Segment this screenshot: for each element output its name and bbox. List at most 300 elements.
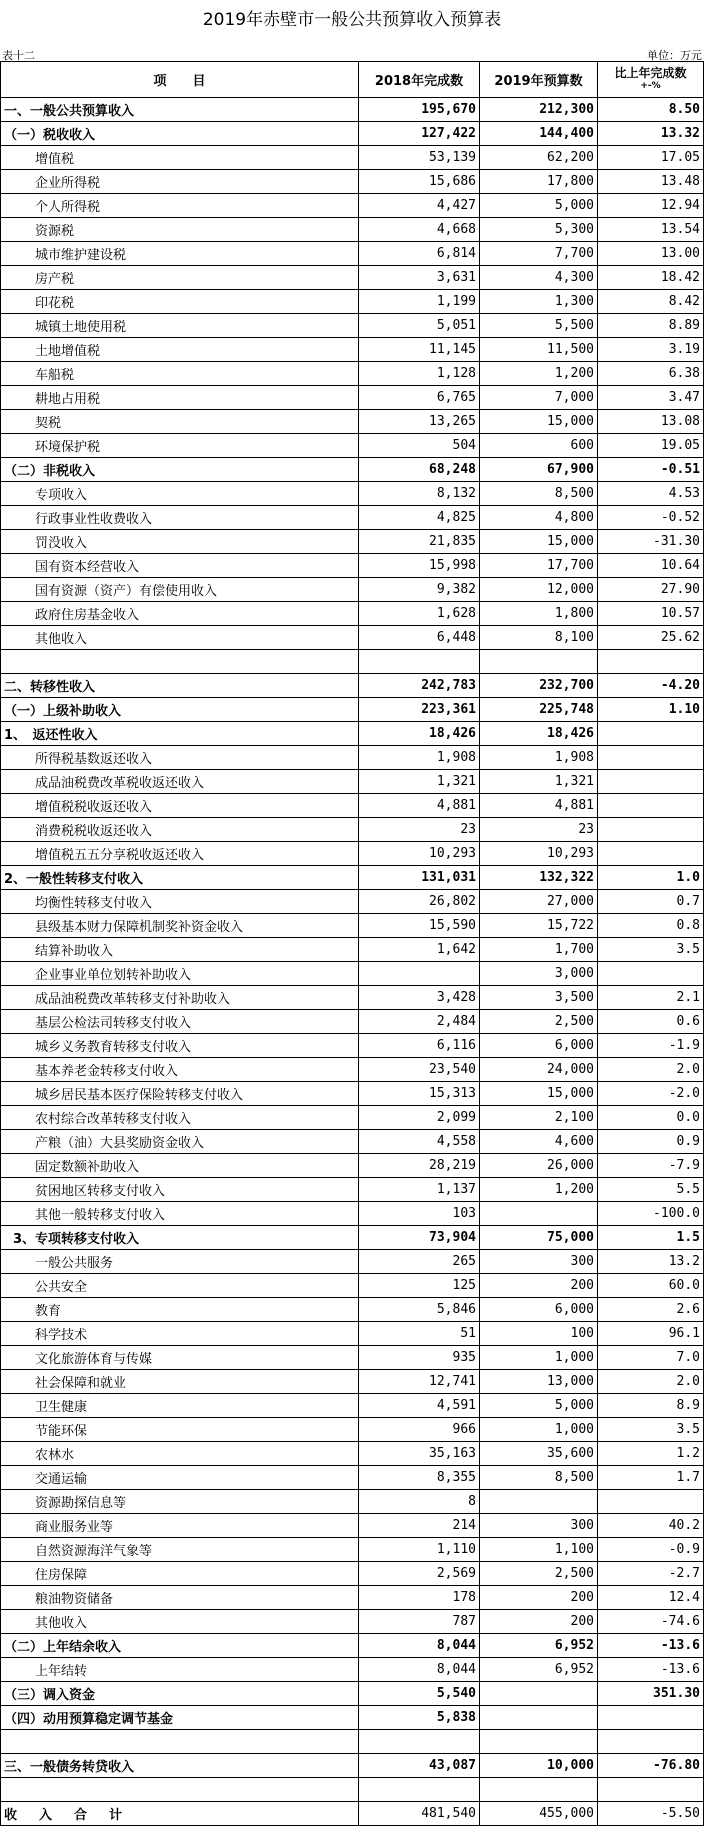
table-row xyxy=(1,506,704,530)
change-pct-cell: 2.0 xyxy=(598,1370,704,1394)
change-pct-cell: -13.6 xyxy=(598,1634,704,1658)
budget-2019-cell: 23 xyxy=(480,818,598,842)
change-pct-cell: 27.90 xyxy=(598,578,704,602)
table-row xyxy=(1,626,704,650)
budget-2019-cell: 3,000 xyxy=(480,962,598,986)
item-cell: 农村综合改革转移支付收入 xyxy=(1,1106,359,1130)
item-cell: 产粮（油）大县奖励资金收入 xyxy=(1,1130,359,1154)
actual-2018-cell: 13,265 xyxy=(359,410,480,434)
table-row xyxy=(1,1154,704,1178)
actual-2018-cell: 10,293 xyxy=(359,842,480,866)
budget-2019-cell: 4,800 xyxy=(480,506,598,530)
item-cell: 科学技术 xyxy=(1,1322,359,1346)
actual-2018-cell: 127,422 xyxy=(359,122,480,146)
budget-2019-cell: 6,952 xyxy=(480,1658,598,1682)
change-pct-cell: 7.0 xyxy=(598,1346,704,1370)
table-row xyxy=(1,986,704,1010)
budget-2019-cell: 1,800 xyxy=(480,602,598,626)
change-pct-cell: -2.0 xyxy=(598,1082,704,1106)
table-row xyxy=(1,1634,704,1658)
item-cell: 自然资源海洋气象等 xyxy=(1,1538,359,1562)
table-row xyxy=(1,674,704,698)
budget-2019-cell: 132,322 xyxy=(480,866,598,890)
item-cell: 三、一般债务转贷收入 xyxy=(1,1754,359,1778)
table-row xyxy=(1,1802,704,1826)
change-pct-cell: 40.2 xyxy=(598,1514,704,1538)
item-cell: （一）上级补助收入 xyxy=(1,698,359,722)
budget-2019-cell: 67,900 xyxy=(480,458,598,482)
item-cell: 公共安全 xyxy=(1,1274,359,1298)
change-pct-cell: -2.7 xyxy=(598,1562,704,1586)
change-pct-cell: -13.6 xyxy=(598,1658,704,1682)
change-pct-cell xyxy=(598,722,704,746)
table-row xyxy=(1,650,704,674)
actual-2018-cell: 2,484 xyxy=(359,1010,480,1034)
budget-2019-cell: 5,000 xyxy=(480,1394,598,1418)
change-pct-cell: -1.9 xyxy=(598,1034,704,1058)
change-pct-cell: -74.6 xyxy=(598,1610,704,1634)
actual-2018-cell: 131,031 xyxy=(359,866,480,890)
table-row xyxy=(1,530,704,554)
item-cell: 增值税 xyxy=(1,146,359,170)
table-row xyxy=(1,746,704,770)
table-row xyxy=(1,1754,704,1778)
budget-2019-cell: 8,100 xyxy=(480,626,598,650)
item-cell: 企业事业单位划转补助收入 xyxy=(1,962,359,986)
budget-2019-cell xyxy=(480,1490,598,1514)
table-row xyxy=(1,386,704,410)
item-cell: （二）非税收入 xyxy=(1,458,359,482)
table-row xyxy=(1,1682,704,1706)
actual-2018-cell: 43,087 xyxy=(359,1754,480,1778)
table-row xyxy=(1,1610,704,1634)
change-pct-cell xyxy=(598,1778,704,1802)
actual-2018-cell: 5,540 xyxy=(359,1682,480,1706)
actual-2018-cell: 15,313 xyxy=(359,1082,480,1106)
item-cell xyxy=(1,650,359,674)
actual-2018-cell: 73,904 xyxy=(359,1226,480,1250)
item-cell: 政府住房基金收入 xyxy=(1,602,359,626)
actual-2018-cell: 6,116 xyxy=(359,1034,480,1058)
item-cell: 结算补助收入 xyxy=(1,938,359,962)
actual-2018-cell: 9,382 xyxy=(359,578,480,602)
change-pct-cell: 0.7 xyxy=(598,890,704,914)
change-pct-cell: 0.8 xyxy=(598,914,704,938)
actual-2018-cell: 223,361 xyxy=(359,698,480,722)
actual-2018-cell: 15,998 xyxy=(359,554,480,578)
change-pct-cell xyxy=(598,794,704,818)
item-cell: 房产税 xyxy=(1,266,359,290)
budget-2019-cell: 5,300 xyxy=(480,218,598,242)
budget-2019-cell: 24,000 xyxy=(480,1058,598,1082)
table-body xyxy=(1,98,704,1826)
table-row xyxy=(1,602,704,626)
actual-2018-cell: 15,590 xyxy=(359,914,480,938)
change-pct-cell: 0.9 xyxy=(598,1130,704,1154)
budget-2019-cell: 5,000 xyxy=(480,194,598,218)
item-cell: 环境保护税 xyxy=(1,434,359,458)
table-row xyxy=(1,1274,704,1298)
budget-2019-cell: 100 xyxy=(480,1322,598,1346)
item-cell: 基本养老金转移支付收入 xyxy=(1,1058,359,1082)
budget-2019-cell: 8,500 xyxy=(480,1466,598,1490)
item-cell: 其他收入 xyxy=(1,626,359,650)
budget-2019-cell: 4,600 xyxy=(480,1130,598,1154)
table-row xyxy=(1,146,704,170)
change-pct-cell: 10.57 xyxy=(598,602,704,626)
item-cell: 土地增值税 xyxy=(1,338,359,362)
table-row xyxy=(1,1130,704,1154)
actual-2018-cell: 5,051 xyxy=(359,314,480,338)
actual-2018-cell: 6,814 xyxy=(359,242,480,266)
header-change xyxy=(598,62,704,98)
budget-2019-cell: 212,300 xyxy=(480,98,598,122)
actual-2018-cell: 935 xyxy=(359,1346,480,1370)
actual-2018-cell: 11,145 xyxy=(359,338,480,362)
table-row xyxy=(1,578,704,602)
change-pct-cell: 12.4 xyxy=(598,1586,704,1610)
table-row xyxy=(1,1778,704,1802)
budget-2019-cell: 3,500 xyxy=(480,986,598,1010)
table-row xyxy=(1,1178,704,1202)
item-cell: 贫困地区转移支付收入 xyxy=(1,1178,359,1202)
table-row xyxy=(1,1010,704,1034)
table-row xyxy=(1,1706,704,1730)
change-pct-cell: 0.6 xyxy=(598,1010,704,1034)
budget-2019-cell: 10,000 xyxy=(480,1754,598,1778)
item-cell: 文化旅游体育与传媒 xyxy=(1,1346,359,1370)
item-cell: 资源税 xyxy=(1,218,359,242)
budget-2019-cell: 15,000 xyxy=(480,410,598,434)
change-pct-cell: 3.5 xyxy=(598,938,704,962)
item-cell: 县级基本财力保障机制奖补资金收入 xyxy=(1,914,359,938)
item-cell: 收入合计 xyxy=(1,1802,359,1826)
item-cell: 1、 返还性收入 xyxy=(1,722,359,746)
budget-2019-cell: 4,881 xyxy=(480,794,598,818)
table-row xyxy=(1,170,704,194)
actual-2018-cell: 6,448 xyxy=(359,626,480,650)
budget-2019-cell: 5,500 xyxy=(480,314,598,338)
actual-2018-cell: 4,825 xyxy=(359,506,480,530)
header-2018-actual: 2018年完成数 xyxy=(359,62,480,98)
table-row xyxy=(1,1346,704,1370)
budget-2019-cell: 300 xyxy=(480,1514,598,1538)
table-row xyxy=(1,458,704,482)
budget-2019-cell: 1,100 xyxy=(480,1538,598,1562)
budget-2019-cell: 1,200 xyxy=(480,362,598,386)
actual-2018-cell: 4,881 xyxy=(359,794,480,818)
budget-2019-cell: 2,100 xyxy=(480,1106,598,1130)
change-pct-cell: 8.89 xyxy=(598,314,704,338)
item-cell: 印花税 xyxy=(1,290,359,314)
actual-2018-cell: 2,569 xyxy=(359,1562,480,1586)
table-row xyxy=(1,1298,704,1322)
change-pct-cell: -0.52 xyxy=(598,506,704,530)
budget-2019-cell: 7,000 xyxy=(480,386,598,410)
budget-2019-cell: 35,600 xyxy=(480,1442,598,1466)
item-cell: 住房保障 xyxy=(1,1562,359,1586)
change-pct-cell: 2.6 xyxy=(598,1298,704,1322)
change-pct-cell xyxy=(598,746,704,770)
budget-2019-cell: 15,000 xyxy=(480,1082,598,1106)
change-pct-cell: 1.2 xyxy=(598,1442,704,1466)
table-number: 表十二 xyxy=(2,49,35,62)
table-row xyxy=(1,410,704,434)
actual-2018-cell: 12,741 xyxy=(359,1370,480,1394)
table-row xyxy=(1,314,704,338)
budget-2019-cell: 2,500 xyxy=(480,1010,598,1034)
change-pct-cell: -31.30 xyxy=(598,530,704,554)
budget-2019-cell: 6,000 xyxy=(480,1034,598,1058)
item-cell: 国有资源（资产）有偿使用收入 xyxy=(1,578,359,602)
actual-2018-cell: 1,642 xyxy=(359,938,480,962)
table-row xyxy=(1,362,704,386)
item-cell: 行政事业性收费收入 xyxy=(1,506,359,530)
actual-2018-cell: 4,668 xyxy=(359,218,480,242)
actual-2018-cell: 51 xyxy=(359,1322,480,1346)
change-pct-cell: 1.10 xyxy=(598,698,704,722)
item-cell: 固定数额补助收入 xyxy=(1,1154,359,1178)
item-cell: 其他一般转移支付收入 xyxy=(1,1202,359,1226)
table-row xyxy=(1,338,704,362)
table-row xyxy=(1,842,704,866)
budget-2019-cell: 600 xyxy=(480,434,598,458)
table-row xyxy=(1,770,704,794)
change-pct-cell: -5.50 xyxy=(598,1802,704,1826)
item-cell: 城乡义务教育转移支付收入 xyxy=(1,1034,359,1058)
item-cell xyxy=(1,1730,359,1754)
budget-2019-cell xyxy=(480,650,598,674)
change-pct-cell: 2.0 xyxy=(598,1058,704,1082)
header-change-sub: +-% xyxy=(640,80,661,91)
change-pct-cell: 4.53 xyxy=(598,482,704,506)
item-cell: 上年结转 xyxy=(1,1658,359,1682)
budget-2019-cell: 455,000 xyxy=(480,1802,598,1826)
change-pct-cell: -100.0 xyxy=(598,1202,704,1226)
table-row xyxy=(1,722,704,746)
item-cell: 2、一般性转移支付收入 xyxy=(1,866,359,890)
actual-2018-cell: 1,321 xyxy=(359,770,480,794)
change-pct-cell: 13.00 xyxy=(598,242,704,266)
change-pct-cell xyxy=(598,842,704,866)
budget-2019-cell: 17,700 xyxy=(480,554,598,578)
actual-2018-cell: 125 xyxy=(359,1274,480,1298)
table-row xyxy=(1,434,704,458)
budget-2019-cell: 1,000 xyxy=(480,1346,598,1370)
table-row xyxy=(1,482,704,506)
actual-2018-cell: 28,219 xyxy=(359,1154,480,1178)
change-pct-cell: 6.38 xyxy=(598,362,704,386)
actual-2018-cell xyxy=(359,1778,480,1802)
budget-2019-cell: 225,748 xyxy=(480,698,598,722)
budget-2019-cell: 300 xyxy=(480,1250,598,1274)
item-cell: 一、一般公共预算收入 xyxy=(1,98,359,122)
actual-2018-cell: 23 xyxy=(359,818,480,842)
actual-2018-cell: 8,132 xyxy=(359,482,480,506)
item-cell: 均衡性转移支付收入 xyxy=(1,890,359,914)
change-pct-cell: 17.05 xyxy=(598,146,704,170)
table-row xyxy=(1,218,704,242)
table-header-row xyxy=(1,62,704,98)
item-cell: 罚没收入 xyxy=(1,530,359,554)
change-pct-cell: 3.19 xyxy=(598,338,704,362)
budget-2019-cell: 4,300 xyxy=(480,266,598,290)
item-cell: 3、专项转移支付收入 xyxy=(1,1226,359,1250)
actual-2018-cell: 23,540 xyxy=(359,1058,480,1082)
actual-2018-cell: 1,908 xyxy=(359,746,480,770)
actual-2018-cell: 5,846 xyxy=(359,1298,480,1322)
table-row xyxy=(1,554,704,578)
budget-2019-cell: 7,700 xyxy=(480,242,598,266)
item-cell: 交通运输 xyxy=(1,1466,359,1490)
change-pct-cell: 13.08 xyxy=(598,410,704,434)
actual-2018-cell: 4,558 xyxy=(359,1130,480,1154)
budget-2019-cell: 1,300 xyxy=(480,290,598,314)
change-pct-cell: 5.5 xyxy=(598,1178,704,1202)
change-pct-cell xyxy=(598,818,704,842)
actual-2018-cell: 2,099 xyxy=(359,1106,480,1130)
item-cell: 所得税基数返还收入 xyxy=(1,746,359,770)
budget-2019-cell: 1,321 xyxy=(480,770,598,794)
table-row xyxy=(1,698,704,722)
actual-2018-cell xyxy=(359,962,480,986)
item-cell: 商业服务业等 xyxy=(1,1514,359,1538)
budget-2019-cell: 13,000 xyxy=(480,1370,598,1394)
table-row xyxy=(1,1322,704,1346)
item-cell: 一般公共服务 xyxy=(1,1250,359,1274)
actual-2018-cell: 8 xyxy=(359,1490,480,1514)
item-cell: 其他收入 xyxy=(1,1610,359,1634)
item-cell: 增值税五五分享税收返还收入 xyxy=(1,842,359,866)
budget-2019-cell: 18,426 xyxy=(480,722,598,746)
change-pct-cell: 60.0 xyxy=(598,1274,704,1298)
actual-2018-cell: 15,686 xyxy=(359,170,480,194)
table-row xyxy=(1,1490,704,1514)
table-row xyxy=(1,1466,704,1490)
table-row xyxy=(1,98,704,122)
actual-2018-cell: 4,591 xyxy=(359,1394,480,1418)
change-pct-cell: 8.42 xyxy=(598,290,704,314)
budget-2019-cell: 200 xyxy=(480,1274,598,1298)
budget-2019-cell: 75,000 xyxy=(480,1226,598,1250)
item-cell: 成品油税费改革税收返还收入 xyxy=(1,770,359,794)
table-row xyxy=(1,1442,704,1466)
table-row xyxy=(1,1370,704,1394)
actual-2018-cell: 21,835 xyxy=(359,530,480,554)
table-row xyxy=(1,1226,704,1250)
table-row xyxy=(1,890,704,914)
item-cell: 消费税税收返还收入 xyxy=(1,818,359,842)
actual-2018-cell: 966 xyxy=(359,1418,480,1442)
table-row xyxy=(1,1730,704,1754)
actual-2018-cell: 1,137 xyxy=(359,1178,480,1202)
actual-2018-cell: 53,139 xyxy=(359,146,480,170)
item-cell: 成品油税费改革转移支付补助收入 xyxy=(1,986,359,1010)
item-cell: （一）税收收入 xyxy=(1,122,359,146)
header-item: 项 目 xyxy=(1,62,359,98)
budget-2019-cell xyxy=(480,1682,598,1706)
actual-2018-cell: 3,631 xyxy=(359,266,480,290)
budget-2019-cell xyxy=(480,1778,598,1802)
budget-2019-cell: 1,200 xyxy=(480,1178,598,1202)
budget-2019-cell: 12,000 xyxy=(480,578,598,602)
budget-2019-cell xyxy=(480,1202,598,1226)
actual-2018-cell xyxy=(359,650,480,674)
budget-2019-cell: 8,500 xyxy=(480,482,598,506)
budget-2019-cell: 17,800 xyxy=(480,170,598,194)
item-cell: 契税 xyxy=(1,410,359,434)
actual-2018-cell: 504 xyxy=(359,434,480,458)
item-cell: （三）调入资金 xyxy=(1,1682,359,1706)
budget-2019-cell: 144,400 xyxy=(480,122,598,146)
table-row xyxy=(1,914,704,938)
change-pct-cell: 2.1 xyxy=(598,986,704,1010)
item-cell: 农林水 xyxy=(1,1442,359,1466)
item-cell: 粮油物资储备 xyxy=(1,1586,359,1610)
change-pct-cell xyxy=(598,650,704,674)
table-row xyxy=(1,1538,704,1562)
actual-2018-cell: 8,044 xyxy=(359,1634,480,1658)
change-pct-cell xyxy=(598,770,704,794)
item-cell: 节能环保 xyxy=(1,1418,359,1442)
table-row xyxy=(1,1418,704,1442)
actual-2018-cell xyxy=(359,1730,480,1754)
change-pct-cell: 3.47 xyxy=(598,386,704,410)
table-row xyxy=(1,1034,704,1058)
change-pct-cell: 13.2 xyxy=(598,1250,704,1274)
change-pct-cell: 8.9 xyxy=(598,1394,704,1418)
header-2019-budget: 2019年预算数 xyxy=(480,62,598,98)
change-pct-cell xyxy=(598,1490,704,1514)
actual-2018-cell: 5,838 xyxy=(359,1706,480,1730)
table-row xyxy=(1,122,704,146)
item-cell: 社会保障和就业 xyxy=(1,1370,359,1394)
item-cell: 国有资本经营收入 xyxy=(1,554,359,578)
change-pct-cell: 8.50 xyxy=(598,98,704,122)
item-cell: 城乡居民基本医疗保险转移支付收入 xyxy=(1,1082,359,1106)
item-cell: 车船税 xyxy=(1,362,359,386)
item-cell: 个人所得税 xyxy=(1,194,359,218)
item-cell: 耕地占用税 xyxy=(1,386,359,410)
actual-2018-cell: 8,044 xyxy=(359,1658,480,1682)
item-cell: （二）上年结余收入 xyxy=(1,1634,359,1658)
budget-2019-cell: 11,500 xyxy=(480,338,598,362)
actual-2018-cell: 26,802 xyxy=(359,890,480,914)
actual-2018-cell: 1,628 xyxy=(359,602,480,626)
actual-2018-cell: 6,765 xyxy=(359,386,480,410)
page-title: 2019年赤壁市一般公共预算收入预算表 xyxy=(202,10,502,30)
actual-2018-cell: 1,110 xyxy=(359,1538,480,1562)
change-pct-cell xyxy=(598,962,704,986)
actual-2018-cell: 787 xyxy=(359,1610,480,1634)
change-pct-cell: 19.05 xyxy=(598,434,704,458)
actual-2018-cell: 4,427 xyxy=(359,194,480,218)
actual-2018-cell: 195,670 xyxy=(359,98,480,122)
item-cell: 卫生健康 xyxy=(1,1394,359,1418)
actual-2018-cell: 103 xyxy=(359,1202,480,1226)
change-pct-cell: 25.62 xyxy=(598,626,704,650)
budget-2019-cell: 15,722 xyxy=(480,914,598,938)
item-cell: 资源勘探信息等 xyxy=(1,1490,359,1514)
budget-2019-cell: 6,000 xyxy=(480,1298,598,1322)
table-row xyxy=(1,290,704,314)
item-cell: 专项收入 xyxy=(1,482,359,506)
table-row xyxy=(1,194,704,218)
table-row xyxy=(1,1586,704,1610)
actual-2018-cell: 35,163 xyxy=(359,1442,480,1466)
item-cell: 基层公检法司转移支付收入 xyxy=(1,1010,359,1034)
change-pct-cell: 13.54 xyxy=(598,218,704,242)
